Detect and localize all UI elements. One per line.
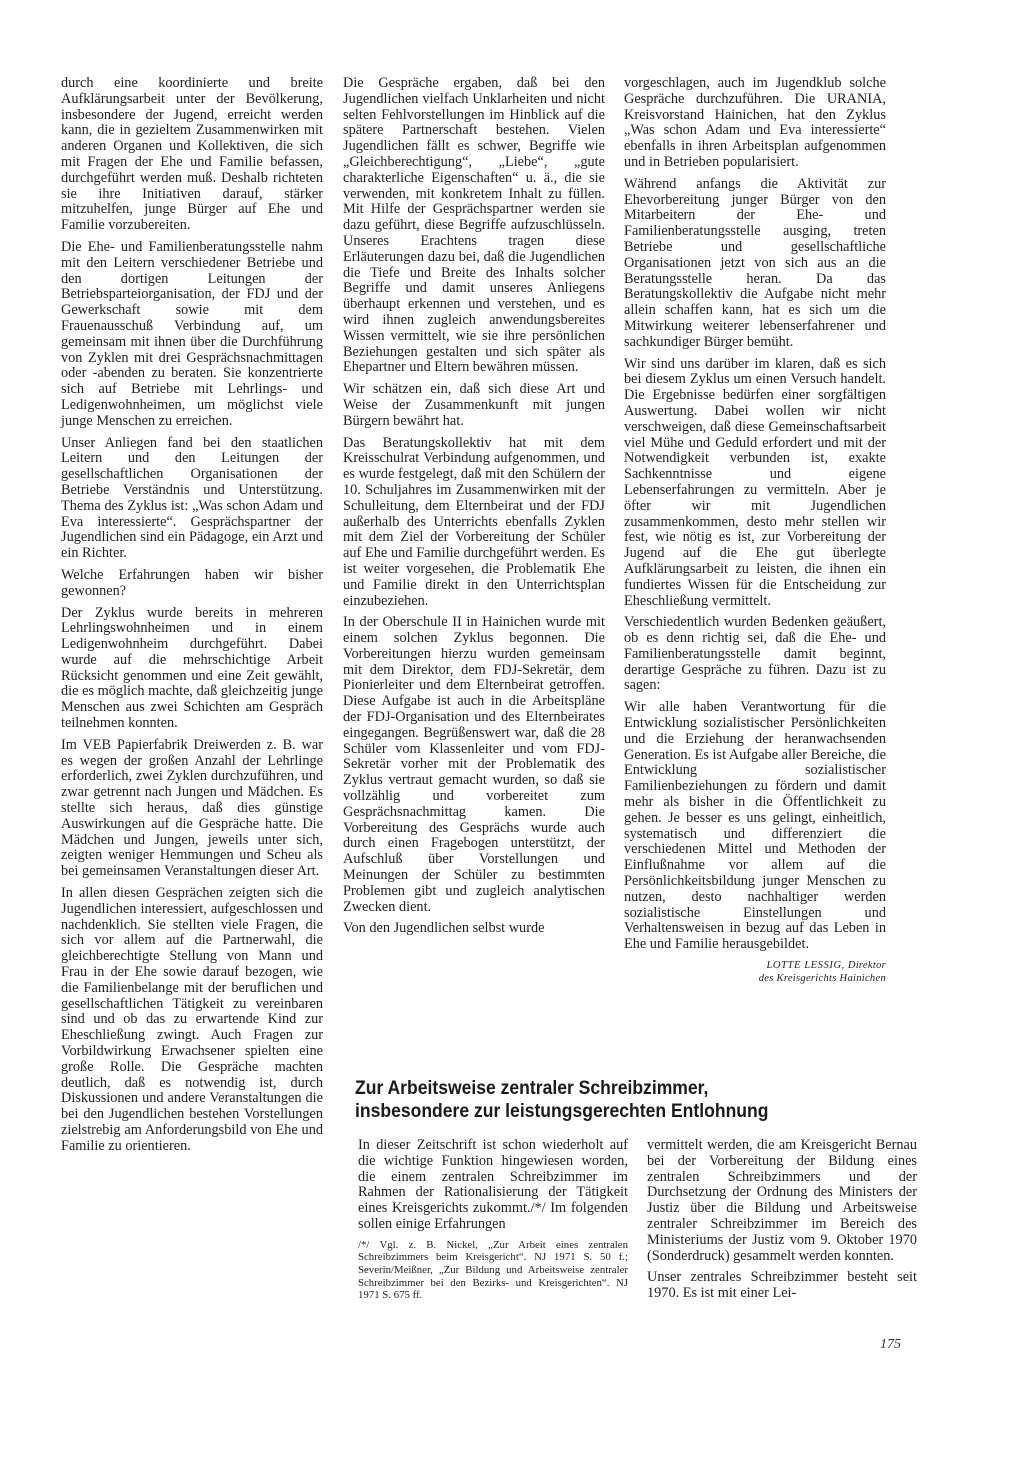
paragraph: Unser Anliegen fand bei den staatlichen Leitern und den Leitungen der gesellschaftlichen Organisationen der Betriebe Verständnis und Unterstützung. Thema des Zyklus ist: „Was schon Adam und Eva interessierte“. Gesprächspartner der Jugendlichen sind ein Pädagoge, ein Arzt und ein Richter. xyxy=(61,434,323,562)
text-column-5 xyxy=(647,1138,917,1308)
text-column-4 xyxy=(358,1138,628,1302)
paragraph: Das Beratungskollektiv hat mit dem Kreisschulrat Verbindung aufgenommen, und es wurde festgelegt, daß mit den Schülern der 10. Schuljahres im Zusammenwirken mit der Schulleitung, dem Elternbeirat und der FDJ außerhalb des Unterrichts ebenfalls Zyklen mit dem Ziel der Vorbereitung der Schüler auf Ehe und Familie durchgeführt werden. Es ist weiter vorgesehen, die Problematik Ehe und Familie direkt in den Unterrichtsplan einzubeziehen. xyxy=(343,434,605,609)
paragraph: Die Ehe- und Familienberatungsstelle nahm mit den Leitern verschiedener Betriebe und den dortigen Leitungen der Betriebsparteiorganisation, der FDJ und der Gewerkschaft sowie mit dem Frauenausschuß Verbindung auf, um gemeinsam mit ihnen über die Durchführung von Zyklen mit drei Gesprächsnachmittagen oder -abenden zu beraten. Sie konzentrierte sich auf Betriebe mit Lehrlings- und Ledigenwohnheimen, um möglichst viele junge Menschen zu erreichen. xyxy=(61,238,323,429)
text-column-3 xyxy=(624,76,886,985)
paragraph: Wir sind uns darüber im klaren, daß es sich bei diesem Zyklus um einen Versuch handelt. Die Ergebnisse bedürfen einer sorgfältigen Auswertung. Dabei wollen wir nicht verschweigen, daß diese Gemeinschaftsarbeit viel Mühe und Geduld erfordert und mit der Notwendigkeit verbunden ist, exakte Sachkenntnisse und eigene Lebenserfahrungen zu vermitteln. Aber je öfter wir mit Jugendlichen zusammenkommen, desto mehr stellen wir fest, wie nötig es ist, zur Vorbereitung der Jugend auf die Ehe gut überlegte Aufklärungsarbeit zu leisten, die ihnen ein fundiertes Wissen für die Entscheidung zur Eheschließung vermittelt. xyxy=(624,355,886,609)
paragraph: vorgeschlagen, auch im Jugendklub solche Gespräche durchzuführen. Die URANIA, Kreisvorstand Hainichen, hat den Zyklus „Was schon Adam und Eva interessierte“ ebenfalls in ihren Arbeitsplan aufgenommen und in Betrieben popularisiert. xyxy=(624,75,886,170)
author-court: des Kreisgerichts Hainichen xyxy=(758,973,886,985)
headline-line-1: Zur Arbeitsweise zentraler Schreibzimmer, xyxy=(355,1077,709,1099)
paragraph: durch eine koordinierte und breite Aufklärungsarbeit unter der Bevölkerung, insbesondere der Jugend, erreicht werden kann, die in gezieltem Zusammenwirken mit anderen Organen und Kollektiven, die sich mit Fragen der Ehe und Familie befassen, durchgeführt werden muß. Deshalb richteten sie ihre Initiativen darauf, stärker mitzuhelfen, junge Bürger auf Ehe und Familie vorzubereiten. xyxy=(61,75,323,234)
text-column-1 xyxy=(61,76,323,1161)
author-role: Direktor xyxy=(847,960,886,972)
paragraph: In der Oberschule II in Hainichen wurde mit einem solchen Zyklus begonnen. Die Vorbereitungen hierzu wurden gemeinsam mit dem Direktor, dem FDJ-Sekretär, dem Pionierleiter und dem Elternbeirat getroffen. Diese Aufgabe ist auch in die Arbeitspläne der FDJ-Organisation und des Elternbeirates eingegangen. Begrüßenswert war, daß die 28 Schüler vom Klassenleiter und vom FDJ-Sekretär vorher mit der Problematik des Zyklus vertraut gemacht wurden, so daß sie vollzählig und vorbereitet zum Gesprächsnachmittag kamen. Die Vorbereitung des Gesprächs wurde auch durch einen Fragebogen unterstützt, der Aufschluß über Vorstellungen und Meinungen der Schüler zu bestimmten Problemen gibt und zugleich analytischen Zwecken dient. xyxy=(343,614,605,915)
paragraph: Unser zentrales Schreibzimmer besteht seit 1970. Es ist mit einer Lei- xyxy=(647,1269,917,1302)
paragraph: In dieser Zeitschrift ist schon wiederholt auf die wichtige Funktion hingewiesen worden, die einem zentralen Schreibzimmer im Rahmen der Rationalisierung der Tätigkeit eines Kreisgerichts zukommt./*/ Im folgenden sollen einige Erfahrungen xyxy=(358,1137,628,1232)
paragraph: vermittelt werden, die am Kreisgericht Bernau bei der Vorbereitung der Bildung eines zentralen Schreibzimmers und der Durchsetzung der Ordnung des Ministers der Justiz über die Bildung und Arbeitsweise zentraler Schreibzimmer im Bereich des Ministeriums der Justiz vom 9. Oktober 1970 (Sonderdruck) gesammelt werden konnten. xyxy=(647,1137,917,1264)
paragraph: In allen diesen Gesprächen zeigten sich die Jugendlichen interessiert, aufgeschlossen und nachdenklich. Sie stellten viele Fragen, die sich vor allem auf die Partnerwahl, die gleichberechtigte Stellung von Mann und Frau in der Ehe sowie darauf bezogen, wie die Familienbelange mit der beruflichen und gesellschaftlichen Tätigkeit zu vereinbaren sind und ob das zu erwartende Kind zur Eheschließung zwingt. Auch Fragen zur Vorbildwirkung Erwachsener spielten eine große Rolle. Die Gespräche machten deutlich, daß es notwendig ist, durch Diskussionen und andere Veranstaltungen die bei den Jugendlichen bestehen Vorstellungen zielstrebig am Anforderungsbild von Ehe und Familie zu orientieren. xyxy=(61,885,323,1154)
paragraph: Verschiedentlich wurden Bedenken geäußert, ob es denn richtig sei, daß die Ehe- und Familienberatungsstelle damit beginnt, derartige Gespräche zu führen. Dazu ist zu sagen: xyxy=(624,614,886,694)
page-number: 175 xyxy=(880,1337,901,1352)
text-column-2 xyxy=(343,76,605,943)
paragraph: Der Zyklus wurde bereits in mehreren Lehrlingswohnheimen und in einem Ledigenwohnheim durchgeführt. Dabei wurde auf die mehrschichtige Arbeit Rücksicht genommen und eine Zeit gewählt, die es möglich machte, daß gleichzeitig junge Menschen aus zwei Schichten am Gespräch teilnehmen konnten. xyxy=(61,604,323,732)
footnote: /*/ Vgl. z. B. Nickel, „Zur Arbeit eines zentralen Schreibzimmers beim Kreisgericht“. NJ 1971 S. 50 f.; Severin/Meißner, „Zur Bildung und Arbeitsweise zentraler Schreibzimmer bei den Bezirks- und Kreisgerichten“. NJ 1971 S. 675 ff. xyxy=(358,1238,628,1302)
paragraph: Wir schätzen ein, daß sich diese Art und Weise der Zusammenkunft mit jungen Bürgern bewährt hat. xyxy=(343,381,605,429)
author-signature xyxy=(624,959,886,985)
article-headline xyxy=(355,1077,859,1123)
headline-line-2: insbesondere zur leistungsgerechten Entlohnung xyxy=(355,1100,769,1122)
author-name: LOTTE LESSIG, xyxy=(766,960,845,972)
paragraph: Wir alle haben Verantwortung für die Entwicklung sozialistischer Persönlichkeiten und die Erziehung der heranwachsenden Generation. Es ist Aufgabe aller Bereiche, die Entwicklung sozialistischer Familienbeziehungen zu fördern und damit mehr als bisher in die Öffentlichkeit zu gehen. Je besser es uns gelingt, einheitlich, systematisch und differenziert die verschiedenen Mittel und Methoden der Einflußnahme vor allem auf die Persönlichkeitsbildung junger Menschen zu nutzen, desto nachhaltiger werden sozialistische Einstellungen und Verhaltensweisen in bezug auf das Leben in Ehe und Familie herausgebildet. xyxy=(624,699,887,953)
paragraph: Von den Jugendlichen selbst wurde xyxy=(343,920,545,937)
paragraph: Im VEB Papierfabrik Dreiwerden z. B. war es wegen der großen Anzahl der Lehrlinge erforderlich, zwei Zyklen durchzuführen, und zwar getrennt nach Jungen und Mädchen. Es stellte sich heraus, daß dies günstige Auswirkungen auf die Gespräche hatte. Die Mädchen und Jungen, jeweils unter sich, zeigten weniger Hemmungen und Scheu als bei gemeinsamen Veranstaltungen dieser Art. xyxy=(61,736,323,880)
paragraph: Während anfangs die Aktivität zur Ehevorbereitung junger Bürger von den Mitarbeitern der Ehe- und Familienberatungsstelle ausging, treten Betriebe und gesellschaftliche Organisationen jetzt von sich aus an die Beratungsstelle heran. Da das Beratungskollektiv die Aufgabe nicht mehr allein schaffen kann, hat es sich um die Mitwirkung weiterer lebenserfahrener und sachkundiger Bürger bemüht. xyxy=(624,175,886,350)
paragraph: Die Gespräche ergaben, daß bei den Jugendlichen vielfach Unklarheiten und nicht selten Fehlvorstellungen im Hinblick auf die spätere Partnerschaft bestehen. Vielen Jugendlichen fällt es schwer, Begriffe wie „Gleichberechtigung“, „Liebe“, „gute charakterliche Eigenschaften“ u. ä., die sie verwenden, mit konkretem Inhalt zu füllen. Mit Hilfe der Gesprächspartner werden sie dazu geführt, diese Begriffe aufzuschlüsseln. Unseres Erachtens tragen diese Erläuterungen dazu bei, daß die Jugendlichen die Tiefe und Breite des Inhalts solcher Begriffe und damit unseres Anliegens überhaupt erkennen und verstehen, und es wird ihnen zugleich anwendungsbereites Wissen vermittelt, wie sie ihre persönlichen Beziehungen gestalten und sich später als Ehepartner und Eltern bewähren müssen. xyxy=(343,75,605,376)
paragraph: Welche Erfahrungen haben wir bisher gewonnen? xyxy=(61,566,323,599)
